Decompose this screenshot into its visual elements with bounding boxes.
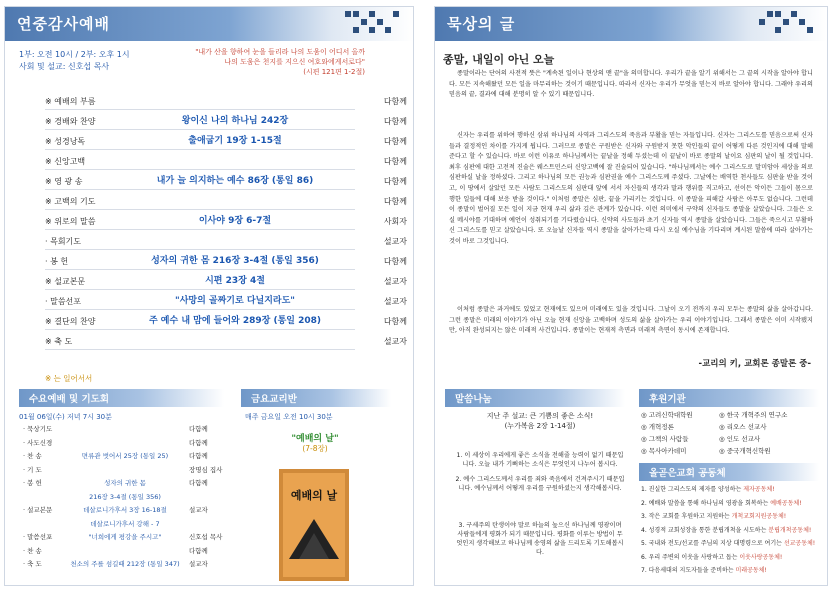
- order-item-content: 내가 늘 의지하는 예수 86장 (통일 86): [156, 176, 314, 186]
- order-item-name: ※ 성경낭독: [45, 137, 86, 146]
- wed-row-role: 다함께: [189, 546, 208, 555]
- order-item-role: 다함께: [383, 157, 407, 166]
- community-item: [641, 539, 825, 549]
- community-item: [641, 499, 825, 509]
- order-item-role: 다함께: [383, 257, 407, 266]
- book-cover-image: [279, 469, 349, 581]
- worship-title: 연중감사예배: [17, 15, 110, 33]
- community-item-text: 1. 진실한 그리스도의 제자를 양성하는: [641, 486, 744, 493]
- wed-row-name: · 축 도: [23, 560, 42, 568]
- meditation-title: 묵상의 글: [447, 15, 516, 33]
- order-item-name: ※ 위로의 말씀: [45, 217, 96, 226]
- article-title: 종말, 내일이 아닌 오늘: [443, 53, 555, 66]
- order-row: [45, 313, 407, 330]
- wed-row-content: 천소의 주를 섬길때 212장 (통일 347): [70, 560, 180, 568]
- wed-row-content: "너희에게 평강을 주시고": [88, 533, 162, 541]
- wed-row-role: 장명심 집사: [189, 465, 223, 474]
- wed-row-role: 다함께: [189, 425, 208, 433]
- wednesday-title: 수요예배 및 기도회: [29, 394, 110, 405]
- community-item-highlight: 개척교회지원공동체!: [731, 513, 787, 520]
- community-title: 올곧은교회 공동체: [649, 468, 726, 479]
- worship-header: [5, 7, 413, 41]
- friday-chapter: (7-8장): [302, 444, 328, 453]
- sponsor-item: ◎ 그책의 사람들: [641, 435, 689, 443]
- wed-row-name: · 봉 헌: [23, 479, 42, 487]
- order-item-name: · 봉 헌: [45, 257, 69, 266]
- order-item-role: 설교자: [383, 277, 407, 286]
- order-row: [45, 333, 407, 350]
- order-item-content: 시편 23장 4절: [205, 276, 265, 286]
- wed-row-name: · 기 도: [23, 465, 42, 474]
- wednesday-header: [19, 389, 224, 407]
- share-header: [445, 389, 625, 407]
- community-item-highlight: 미래공동체!: [735, 567, 767, 574]
- order-item-content: 왕이신 나의 하나님 242장: [181, 116, 289, 126]
- share-lead: [445, 411, 635, 431]
- community-item: [641, 566, 825, 576]
- order-item-content: 주 예수 내 맘에 들어와 289장 (통일 208): [148, 316, 322, 326]
- sponsor-item: ◎ 한국 개혁주의 연구소: [719, 411, 788, 419]
- order-item-role: 다함께: [383, 137, 407, 146]
- community-item-text: 4. 성경적 교회성장을 통한 분립개척을 시도하는: [641, 526, 769, 534]
- wed-row-name: · 말씀선포: [23, 533, 53, 541]
- community-item-text: 7. 다음세대의 지도자들을 준비하는: [641, 567, 736, 574]
- order-item-role: 설교자: [383, 297, 407, 306]
- wed-row-content: 성자의 귀한 몸: [104, 479, 146, 487]
- order-item-name: ※ 예배의 부름: [45, 97, 96, 106]
- sponsor-item: ◎ 개혁정론: [641, 423, 674, 431]
- community-item-highlight: 선교공동체!: [783, 540, 816, 547]
- order-row: [45, 293, 407, 310]
- wed-row-content: 216장 3-4절 (통일 356): [89, 492, 161, 501]
- community-item-highlight: 분립개척공동체!: [768, 526, 812, 534]
- share-question: 3. 구세주의 탄생이야 말로 하늘의 높으신 하나님께 영광이며 사람들에게 평화가 되기 때문입니다. 평화를 이루는 방법이 무엇인지 생각해보고 하나님께 송영의 삶을 드리도록 기도해봅시다.: [456, 522, 624, 556]
- verse-ref: (시편 121편 1-2절): [303, 68, 365, 76]
- community-item-text: 5. 국내와 전도/선교를 주님의 지상 대명령으로 여기는: [641, 540, 784, 547]
- community-item: [641, 512, 825, 522]
- share-lead-1: 지난 주 설교: 큰 기쁨의 좋은 소식!: [486, 412, 594, 420]
- sponsor-item: ◎ 목사아카데미: [641, 447, 687, 455]
- sponsor-item: ◎ 중국개혁신학원: [719, 447, 771, 455]
- sponsor-item: ◎ 고려신학대학원: [641, 411, 693, 419]
- order-item-content: "사망의 골짜기로 다닐지라도": [175, 296, 295, 306]
- order-item-role: 다함께: [383, 97, 407, 106]
- order-row: [45, 173, 407, 190]
- right-page: [434, 6, 828, 586]
- order-row: [45, 133, 407, 150]
- order-row: [45, 233, 407, 250]
- community-header: [639, 463, 819, 481]
- order-item-role: 다함께: [383, 197, 407, 206]
- stand-note: ※ 는 일어서서: [45, 374, 93, 383]
- share-lead-2: (누가복음 2장 1-14절): [504, 422, 576, 430]
- order-item-name: ※ 경배와 찬양: [45, 117, 96, 126]
- wed-row-role: 설교자: [189, 560, 208, 568]
- community-item: [641, 553, 825, 563]
- order-item-role: 다함께: [383, 117, 407, 126]
- wed-row-name: · 묵상기도: [23, 425, 53, 433]
- friday-time: 매주 금요일 오전 10시 30분: [245, 413, 333, 421]
- service-times: 1부: 오전 10시 / 2부: 오후 1시: [19, 50, 130, 59]
- article-paragraph-2: 신자는 우리를 위하여 행하신 삼위 하나님의 사역과 그리스도의 죽음과 부활을 믿는 자들입니다. 신자는 그리스도를 믿음으로써 신자들과 결정적인 차이를 가지게 됩니다. 그러므로 종말은 구원받은 신자와 구원받지 못한 악인들의 끝이 어떻게 다른 것인지에 대해 말해준다고 할 수 있습니다. 바로 이런 이유로 하나님께서는 끝날을 정해 두셨는데 이 끝날이 바로 종말의 날이요 심판의 날이 될 것입니다. 최후 심판에 대한 고전적 진술은 웨스트민스터 신앙고백에 잘 진술되어 있습니다. "하나님께서는 예수 그리스도로 말미암아 세상을 의로 심판하실 날을 정하셨다. 그리고 하나님의 모든 권능과 심판권을 예수 그리스도께 주셨다. 그날에는 배역한 천사들도 심판을 받을 것이고, 이 땅에서 살았던 모든 사람도 그리스도의 심판대 앞에 서서 자신들의 생각과 말과 행위를 직고하고, 선이든 악이든 그들이 몸으로 행한 일들에 대해 보응 받을 것이다." 이처럼 종말은 심판, 끝을 가리키는 것입니다. 이 종말을 피해갈 사람은 아무도 없습니다. 그런데 이 종말이 벌어질 모든 일이 지금 현재 우리 삶과 깊은 관계가 있습니다. 이런 의미에서 구약의 신자들도 종말을 살았습니다. 그들은 오실 메시야를 기대하며 예언이 성취되기를 기다렸습니다. 신약의 사도들과 초기 신자들 역시 종말을 살았습니다. 그들은 죽으시고 부활하신 그리스도를 믿고 살았습니다. 또 오늘날 신자들 역시 종말을 살아가는데 다시 오실 예수님을 기다리며 계시된 말씀에 따라 살아가는 것이 바로 그것입니다.: [449, 132, 813, 245]
- community-item-highlight: 제자공동체!: [743, 486, 775, 493]
- presider: 사회 및 설교: 신호섭 목사: [19, 62, 110, 71]
- article-source: -교리의 키, 교회론 종말론 중-: [698, 359, 811, 369]
- share-question: 1. 이 세상이 우리에게 좋은 소식을 전해줄 능력이 없기 때문입니다. 오늘 내가 기뻐하는 소식은 무엇인지 나누어 봅시다.: [456, 452, 624, 468]
- share-question: 2. 예수 그리스도께서 우리를 죄와 죽음에서 건져주시기 때문입니다. 예수님께서 어떻게 우리를 구원하셨는지 생각해봅시다.: [455, 476, 625, 492]
- community-item-text: 3. 작은 교회를 후원하고 지원하는: [641, 513, 732, 520]
- order-item-content: 이사야 9장 6-7절: [198, 216, 272, 226]
- community-item-highlight: 이웃사랑공동체!: [739, 553, 783, 561]
- wed-row-role: 설교자: [189, 506, 208, 514]
- verse-text-2: 나의 도움은 천지를 지으신 여호와에게서로다": [224, 58, 365, 66]
- order-row: [45, 93, 407, 110]
- order-row: [45, 273, 407, 290]
- order-item-role: 설교자: [383, 337, 407, 346]
- wed-row-role: 다함께: [189, 452, 208, 460]
- article-paragraph-3: 이처럼 종말은 과거에도 있었고 현재에도 있으며 미래에도 있을 것입니다. 그날이 오기 전까지 우리 모두는 종말의 삶을 살아갑니다. 그런 종말은 미래의 이야기가 아닌 오늘 현재 신앙을 고백하며 성도의 삶을 살아가는 우리 이야기입니다. 그래서 종말은 이미 시작됐지만, 아직 완성되지는 않은 미래적 사건입니다. 종말이는 현재적 측면과 미래적 측면이 동시에 존재합니다.: [449, 306, 813, 335]
- service-info: [19, 49, 130, 73]
- community-item: [641, 485, 825, 495]
- community-item-text: 6. 우리 주변의 이웃을 사랑하고 돕는: [641, 553, 740, 561]
- order-item-name: ※ 신앙고백: [45, 157, 86, 166]
- verse-block: [165, 47, 365, 77]
- pixel-decoration-icon: [759, 11, 819, 37]
- order-row: [45, 113, 407, 130]
- order-item-name: ※ 축 도: [45, 337, 73, 346]
- verse-text-1: "내가 산을 향하여 눈을 들리라 나의 도움이 어디서 올까: [195, 48, 365, 56]
- article-paragraph-1: 종말이라는 단어의 사전적 뜻은 "계속된 일이나 현상의 맨 끝"을 의미합니다. 우리가 끝을 알기 위해서는 그 끝의 시작을 알아야 합니다. 모든 지속해왔던 모든 일을 마무리하는 것이기 때문입니다. 따라서 신자는 우리가 무엇을 믿는지 바로 알아야 합니다. 그래야 우리의 믿음의 끝, 결과에 대해 분명히 알 수 있기 때문입니다.: [449, 70, 813, 99]
- wed-row-role: 신호섭 목사: [189, 533, 223, 541]
- sponsor-item: ◎ 인도 선교사: [719, 435, 761, 443]
- wed-row-name: · 사도신경: [23, 438, 53, 447]
- wed-row-content: 데살로니가후서 3장 16-18절: [83, 506, 167, 514]
- order-item-name: ※ 설교본문: [45, 277, 86, 286]
- wed-row-role: 다함께: [189, 438, 208, 447]
- community-item: [641, 526, 825, 536]
- pixel-decoration-icon: [345, 11, 405, 37]
- wed-row-content: 면류관 벗어서 25장 (통일 25): [81, 452, 169, 460]
- order-item-role: 다함께: [383, 317, 407, 326]
- friday-header: [241, 389, 391, 407]
- wed-row-name: · 설교본문: [23, 506, 53, 514]
- left-page: [4, 6, 414, 586]
- wed-row-name: · 찬 송: [23, 452, 42, 460]
- order-item-role: 설교자: [383, 237, 407, 246]
- community-item-highlight: 예배공동체!: [770, 499, 802, 507]
- meditation-header: [435, 7, 827, 41]
- community-item-text: 2. 예배와 말씀을 통해 하나님의 영광을 회복하는: [641, 499, 771, 507]
- order-row: [45, 193, 407, 210]
- sponsor-item: ◎ 리오스 선교사: [719, 423, 767, 431]
- sponsor-title: 후원기관: [649, 394, 686, 405]
- friday-study-title: "예배의 날": [291, 434, 339, 444]
- order-item-name: · 말씀선포: [45, 297, 81, 306]
- order-row: [45, 213, 407, 230]
- wed-row-name: · 찬 송: [23, 546, 42, 555]
- order-item-role: 다함께: [383, 177, 407, 186]
- share-title: 말씀나눔: [455, 394, 492, 405]
- wednesday-time: 01월 06일(수) 저녁 7시 30분: [19, 413, 112, 421]
- order-item-name: ※ 영 광 송: [45, 177, 83, 186]
- order-item-name: · 목회기도: [45, 237, 81, 246]
- order-item-name: ※ 고백의 기도: [45, 197, 96, 206]
- order-item-content: 출애굽기 19장 1-15절: [188, 136, 282, 146]
- order-item-content: 성자의 귀한 몸 216장 3-4절 (통일 356): [151, 256, 319, 266]
- friday-title: 금요교리반: [251, 394, 297, 405]
- order-item-name: ※ 결단의 찬양: [45, 317, 96, 326]
- wed-row-content: 데살로니가후서 강해 - 7: [90, 519, 160, 528]
- sponsor-header: [639, 389, 819, 407]
- order-row: [45, 153, 407, 170]
- order-row: [45, 253, 407, 270]
- book-title: 예배의 날: [290, 489, 338, 502]
- order-item-role: 사회자: [383, 217, 407, 226]
- wed-row-role: 다함께: [189, 479, 208, 487]
